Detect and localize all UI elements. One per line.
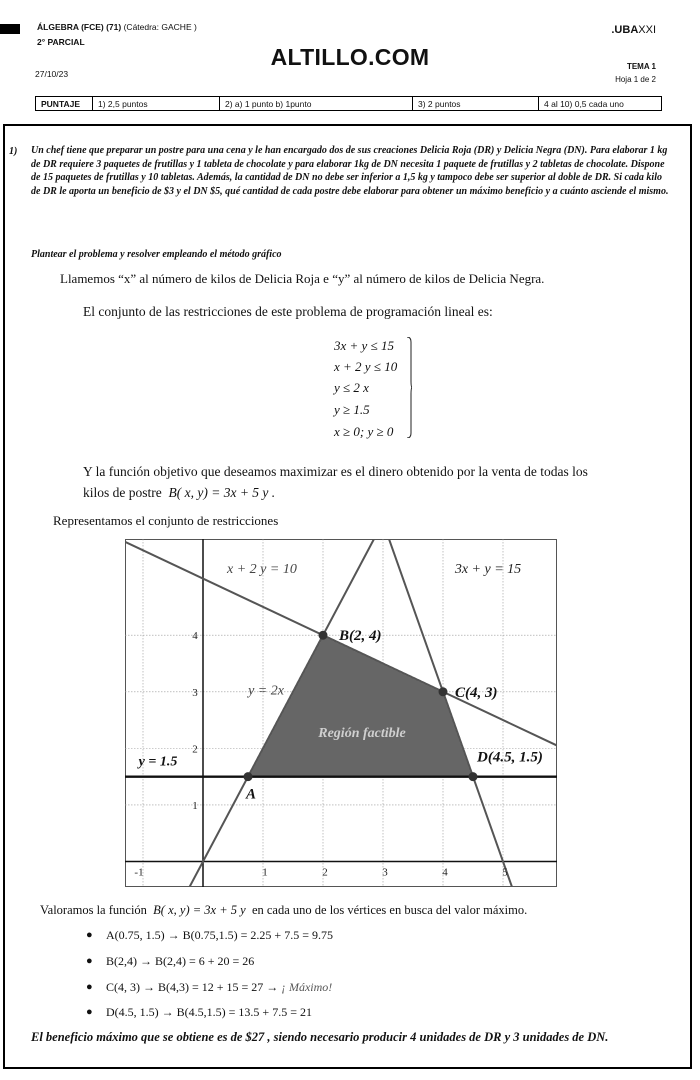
tema-label: TEMA 1: [626, 62, 656, 71]
score-table: [35, 96, 662, 111]
corner-mark: [0, 24, 20, 34]
problem-instruction: Plantear el problema y resolver empleando el método gráfico: [31, 249, 282, 260]
represent-text: Representamos el conjunto de restricciones: [53, 513, 279, 528]
vertex-point: [439, 687, 448, 696]
max-note: ¡ Máximo!: [281, 980, 333, 994]
objective-formula: B( x, y) = 3x + 5 y .: [168, 485, 276, 500]
score-cell: 2) a) 1 punto b) 1punto: [220, 97, 413, 111]
y-tick-label: 4: [192, 630, 198, 643]
bullet-dot: ●: [86, 929, 93, 941]
page-count: Hoja 1 de 2: [615, 75, 656, 84]
feasible-region-graph: [125, 539, 557, 887]
bullet-dot: ●: [86, 955, 93, 967]
score-row: [36, 97, 662, 111]
score-cell: 1) 2,5 puntos: [93, 97, 220, 111]
line-label: y = 1.5: [138, 754, 178, 770]
evaluation-b: B(2,4) → B(2,4) = 6 + 20 = 26: [106, 954, 255, 968]
line-label: 3x + y = 15: [454, 561, 522, 577]
constraint-3: y ≤ 2 x: [334, 380, 369, 395]
score-cell: 3) 2 puntos: [413, 97, 539, 111]
y-tick-label: 2: [192, 743, 198, 756]
region-label: Región factible: [318, 726, 406, 742]
evaluation-c: C(4, 3) → B(4,3) = 12 + 15 = 27 → ¡ Máximo!: [106, 980, 333, 994]
constraint-2: x + 2 y ≤ 10: [334, 359, 398, 374]
line-label: x + 2 y = 10: [227, 561, 297, 577]
x-tick-label: 1: [262, 866, 268, 879]
score-cell: 4 al 10) 0,5 cada uno: [539, 97, 662, 111]
x-tick-label: 5: [502, 866, 508, 879]
site-logo: ALTILLO.COM: [270, 44, 430, 70]
bullet-dot: ●: [86, 981, 93, 993]
variable-definition: Llamemos “x” al número de kilos de Delicia Roja e “y” al número de kilos de Delicia Negra.: [60, 271, 545, 286]
x-tick-label: 3: [382, 866, 388, 879]
problem-statement: Un chef tiene que preparar un postre para una cena y le han encargado dos de sus creaciones Delicia Roja (DR) y Delicia Negra (DN). Para elaborar 1 kg de DR requiere 3 paquetes de frutillas y 1 tableta de chocolate y para elaborar 1kg de DN necesita 1 paquete de frutillas y 2 tabletas de chocolate. Dispone de 15 paquetes de frutillas y 10 tabletas. Además, la cantidad de DN no debe ser inferior a 1,5 kg y tampoco debe ser superior al doble de DR. Si cada kilo de DR le aporta un beneficio de $3 y el DN $5, qué cantidad de cada postre debe elaborar para obtener un máximo beneficio y a cuánto asciende el mismo.: [31, 145, 669, 197]
vertex-point: [244, 772, 253, 781]
constraint-1: 3x + y ≤ 15: [334, 338, 394, 353]
vertex-label: A: [246, 786, 257, 803]
constraint-5: x ≥ 0; y ≥ 0: [334, 424, 394, 439]
x-tick-label: -1: [134, 866, 144, 879]
y-tick-label: 3: [192, 686, 198, 699]
objective-text: Y la función objetivo que deseamos maximizar es el dinero obtenido por la venta de todas los kilos de postre B( x, y) = 3x + 5 y .: [83, 464, 588, 500]
vertex-point: [319, 631, 328, 640]
x-tick-label: 2: [322, 866, 328, 879]
constraint-4: y ≥ 1.5: [334, 402, 370, 417]
bullet-dot: ●: [86, 1006, 93, 1018]
line-label: y = 2x: [248, 683, 284, 699]
evaluation-d: D(4.5, 1.5) → B(4.5,1.5) = 13.5 + 7.5 = 21: [106, 1005, 312, 1019]
restrictions-intro: El conjunto de las restricciones de este problema de programación lineal es:: [83, 304, 493, 319]
vertex-point: [469, 772, 478, 781]
vertex-label: C(4, 3): [455, 684, 498, 701]
vertex-label: D(4.5, 1.5): [477, 749, 543, 766]
x-tick-label: 4: [442, 866, 448, 879]
y-tick-label: 1: [192, 799, 198, 812]
evaluation-intro: Valoramos la función B( x, y) = 3x + 5 y en cada uno de los vértices en busca del valor máximo.: [40, 903, 528, 917]
score-cell: PUNTAJE: [36, 97, 93, 111]
problem-number: 1): [9, 146, 18, 157]
evaluation-a: A(0.75, 1.5) → B(0.75,1.5) = 2.25 + 7.5 = 9.75: [106, 928, 333, 942]
system-brace: [407, 337, 412, 438]
uba-logo: .UBAXXI: [611, 24, 656, 36]
vertex-label: B(2, 4): [339, 628, 382, 645]
exam-title: 2° PARCIAL: [37, 37, 85, 47]
conclusion: El beneficio máximo que se obtiene es de $27 , siendo necesario producir 4 unidades de DR y 3 unidades de DN.: [31, 1030, 609, 1044]
course-title: ÁLGEBRA (FCE) (71) (Cátedra: GACHE ): [37, 22, 197, 32]
exam-date: 27/10/23: [35, 69, 69, 79]
